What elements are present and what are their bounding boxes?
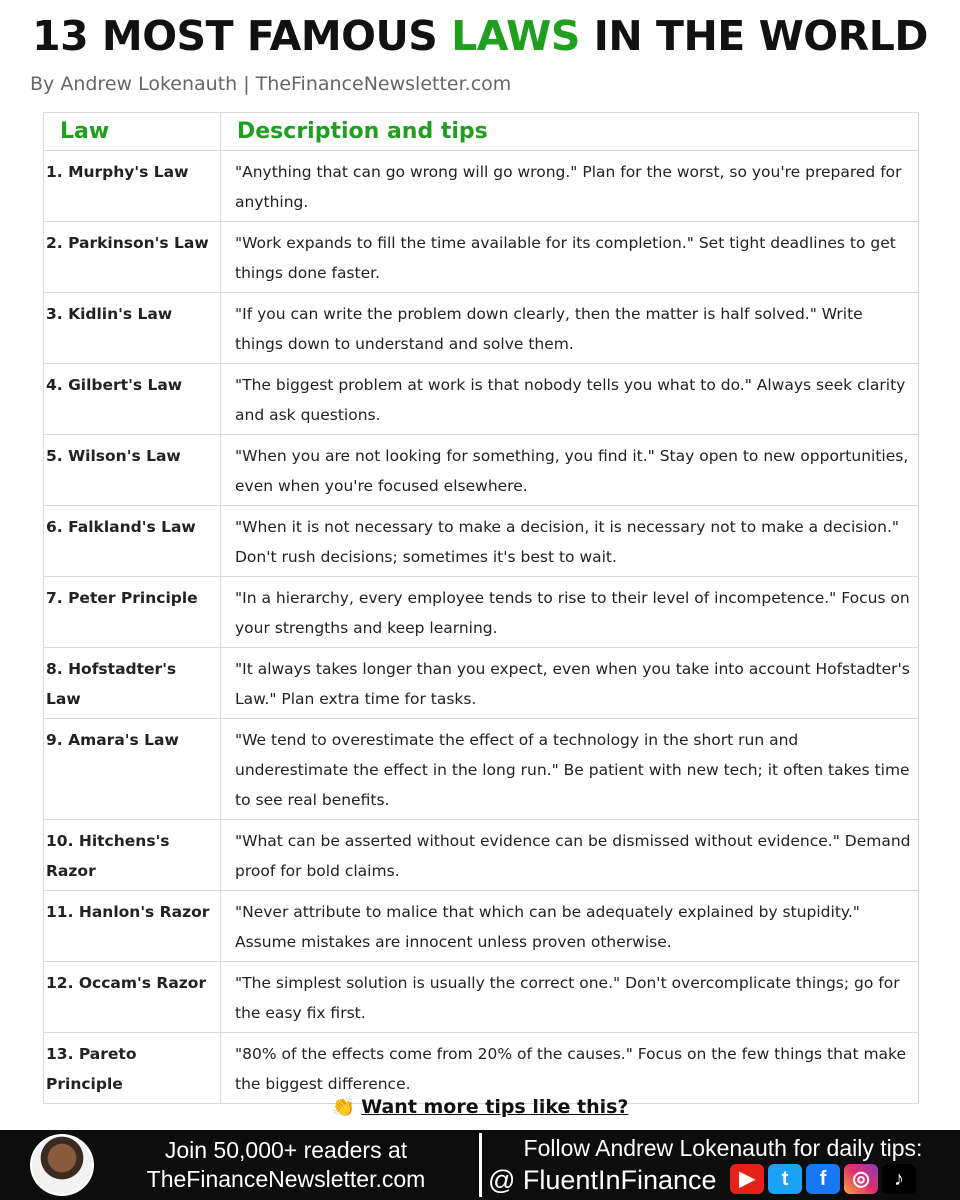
law-description: "What can be asserted without evidence can be dismissed without evidence." Demand proof for bold claims. [221, 820, 919, 891]
law-name: 7. Peter Principle [44, 577, 221, 648]
law-name: 3. Kidlin's Law [44, 293, 221, 364]
social-handle[interactable]: @ FluentInFinance [488, 1165, 717, 1195]
law-name: 6. Falkland's Law [44, 506, 221, 577]
law-name: 9. Amara's Law [44, 719, 221, 820]
law-name: 2. Parkinson's Law [44, 222, 221, 293]
law-name: 10. Hitchens's Razor [44, 820, 221, 891]
handle-line [488, 1163, 958, 1197]
youtube-icon[interactable]: ▶ [730, 1164, 764, 1194]
table-row [44, 1033, 919, 1104]
law-description: "When you are not looking for something, you find it." Stay open to new opportunities, even when you're focused elsewhere. [221, 435, 919, 506]
table-row [44, 962, 919, 1033]
table-row [44, 364, 919, 435]
law-description: "80% of the effects come from 20% of the causes." Focus on the few things that make the biggest difference. [221, 1033, 919, 1104]
newsletter-promo [100, 1136, 472, 1194]
law-description: "Anything that can go wrong will go wrong." Plan for the worst, so you're prepared for anything. [221, 151, 919, 222]
clapping-hands-icon: 👏 [331, 1096, 356, 1118]
table-row [44, 293, 919, 364]
title-suffix: IN THE WORLD [579, 12, 928, 60]
table-row [44, 648, 919, 719]
follow-line: Follow Andrew Lokenauth for daily tips: [523, 1135, 923, 1161]
law-name: 12. Occam's Razor [44, 962, 221, 1033]
law-name: 11. Hanlon's Razor [44, 891, 221, 962]
table-row [44, 891, 919, 962]
instagram-icon[interactable]: ◎ [844, 1164, 878, 1194]
facebook-icon[interactable]: f [806, 1164, 840, 1194]
more-tips-link[interactable]: Want more tips like this? [361, 1096, 629, 1118]
law-name: 1. Murphy's Law [44, 151, 221, 222]
footer-banner [0, 1130, 960, 1200]
table-row [44, 151, 919, 222]
avatar [30, 1134, 94, 1196]
column-header-law: Law [44, 113, 221, 151]
table-row [44, 435, 919, 506]
table-row [44, 506, 919, 577]
cta [0, 1095, 960, 1118]
table-row [44, 719, 919, 820]
table-row [44, 577, 919, 648]
newsletter-link[interactable]: TheFinanceNewsletter.com [146, 1166, 426, 1192]
table-row [44, 820, 919, 891]
law-description: "Never attribute to malice that which can be adequately explained by stupidity." Assume mistakes are innocent unless proven otherwise. [221, 891, 919, 962]
footer-divider [479, 1133, 482, 1197]
page-title [0, 12, 960, 60]
law-name: 4. Gilbert's Law [44, 364, 221, 435]
law-description: "The simplest solution is usually the correct one." Don't overcomplicate things; go for the easy fix first. [221, 962, 919, 1033]
law-name: 13. Pareto Principle [44, 1033, 221, 1104]
law-description: "If you can write the problem down clearly, then the matter is half solved." Write things down to understand and solve them. [221, 293, 919, 364]
law-description: "We tend to overestimate the effect of a technology in the short run and underestimate the effect in the long run." Be patient with new tech; it often takes time to see real benefits. [221, 719, 919, 820]
law-description: "The biggest problem at work is that nobody tells you what to do." Always seek clarity and ask questions. [221, 364, 919, 435]
law-description: "It always takes longer than you expect, even when you take into account Hofstadter's Law." Plan extra time for tasks. [221, 648, 919, 719]
twitter-icon[interactable]: t [768, 1164, 802, 1194]
table-row [44, 222, 919, 293]
law-description: "In a hierarchy, every employee tends to rise to their level of incompetence." Focus on your strengths and keep learning. [221, 577, 919, 648]
tiktok-icon[interactable]: ♪ [882, 1164, 916, 1194]
table-body [44, 151, 919, 1104]
byline: By Andrew Lokenauth | TheFinanceNewsletter.com [30, 73, 512, 95]
follow-promo [488, 1134, 958, 1197]
laws-table [43, 112, 919, 1104]
newsletter-promo-line1: Join 50,000+ readers at [164, 1137, 408, 1163]
title-prefix: 13 MOST FAMOUS [32, 12, 452, 60]
law-description: "Work expands to fill the time available for its completion." Set tight deadlines to get things done faster. [221, 222, 919, 293]
law-description: "When it is not necessary to make a decision, it is necessary not to make a decision." Don't rush decisions; sometimes it's best to wait. [221, 506, 919, 577]
column-header-description: Description and tips [221, 113, 919, 151]
law-name: 8. Hofstadter's Law [44, 648, 221, 719]
table-header-row [44, 113, 919, 151]
law-name: 5. Wilson's Law [44, 435, 221, 506]
title-accent: LAWS [451, 12, 580, 60]
social-icons [730, 1164, 916, 1194]
